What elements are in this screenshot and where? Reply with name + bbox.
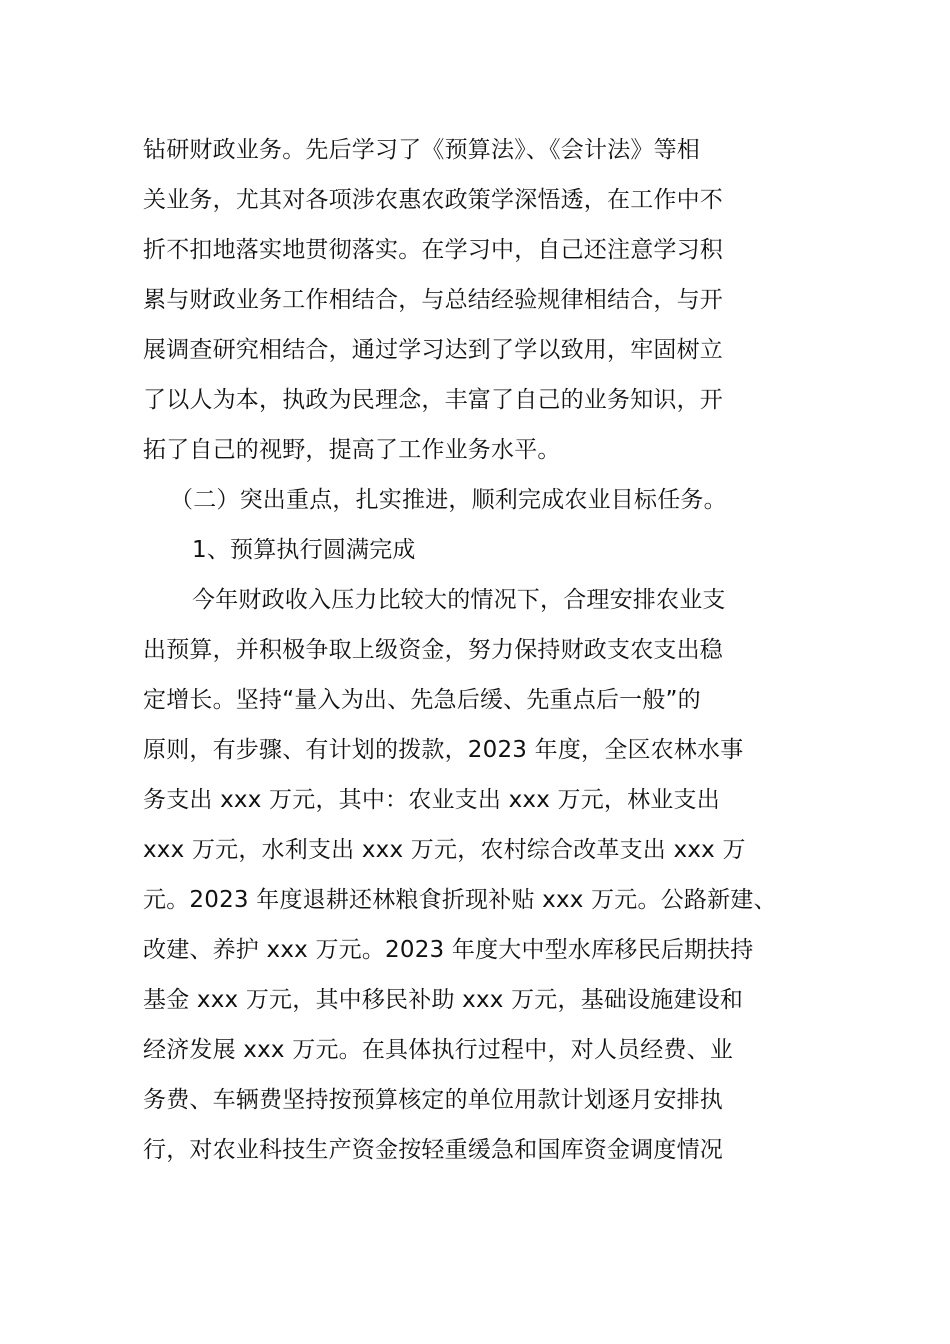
text-line: 务费、车辆费坚持按预算核定的单位用款计划逐月安排执	[143, 1087, 723, 1113]
text-line: 行，对农业科技生产资金按轻重缓急和国库资金调度情况	[143, 1137, 723, 1163]
text-line: 经济发展 xxx 万元。在具体执行过程中，对人员经费、业	[143, 1037, 734, 1063]
text-line: 折不扣地落实地贯彻落实。在学习中，自己还注意学习积	[143, 237, 723, 263]
text-line: 务支出 xxx 万元，其中：农业支出 xxx 万元，林业支出	[143, 787, 720, 813]
text-line: 定增长。坚持“量入为出、先急后缓、先重点后一般”的	[143, 687, 701, 713]
text-line: 元。2023 年度退耕还林粮食折现补贴 xxx 万元。公路新建、	[143, 887, 777, 913]
text-line: xxx 万元，水利支出 xxx 万元，农村综合改革支出 xxx 万	[143, 837, 746, 863]
text-line: 展调查研究相结合，通过学习达到了学以致用，牢固树立	[143, 337, 723, 363]
section-heading: （二）突出重点，扎实推进，顺利完成农业目标任务。	[170, 487, 727, 513]
text-line: 了以人为本，执政为民理念，丰富了自己的业务知识，开	[143, 387, 723, 413]
paragraph-first-line: 今年财政收入压力比较大的情况下，合理安排农业支	[192, 587, 726, 613]
text-line: 拓了自己的视野，提高了工作业务水平。	[143, 437, 561, 463]
text-line: 出预算，并积极争取上级资金，努力保持财政支农支出稳	[143, 637, 723, 663]
subsection-heading: 1、预算执行圆满完成	[192, 537, 416, 563]
text-line: 关业务，尤其对各项涉农惠农政策学深悟透，在工作中不	[143, 187, 723, 213]
text-line: 原则，有步骤、有计划的拨款，2023 年度，全区农林水事	[143, 737, 744, 763]
text-line: 累与财政业务工作相结合，与总结经验规律相结合，与开	[143, 287, 723, 313]
text-line: 钻研财政业务。先后学习了《预算法》、《会计法》等相	[143, 137, 700, 163]
text-line: 基金 xxx 万元，其中移民补助 xxx 万元，基础设施建设和	[143, 987, 744, 1013]
text-line: 改建、养护 xxx 万元。2023 年度大中型水库移民后期扶持	[143, 937, 754, 963]
